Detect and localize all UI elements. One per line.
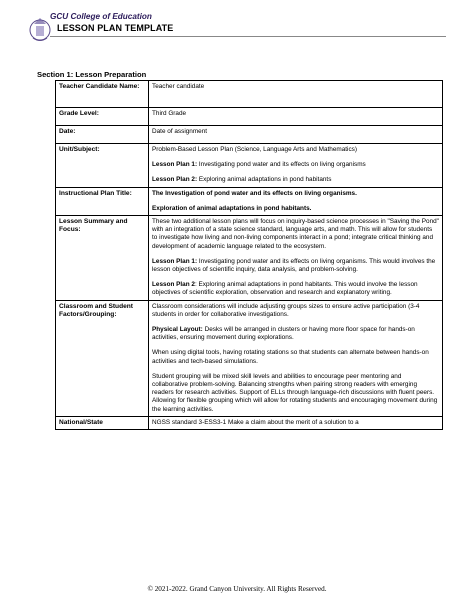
summary-value <box>149 216 443 301</box>
grade-value: Third Grade <box>149 108 443 126</box>
unit-lesson-2 <box>152 176 439 184</box>
unit-intro: Problem-Based Lesson Plan (Science, Language Arts and Mathematics) <box>152 146 357 153</box>
table-row <box>56 126 443 144</box>
header-rule <box>50 36 446 37</box>
summary-para-1: These two additional lesson plans will focus on inquiry-based science processes in "Saving the Pond" with an integration of a state science standard, language arts, and math. This will allow for students to investigate how living and non-living components interact in a pond; integrate critical thinking and development of academic language related to the ecosystem. <box>152 218 439 250</box>
classroom-para-3: When using digital tools, having rotating stations so that students can alternate between hands-on activities and tech-based simulations. <box>152 349 429 365</box>
table-row <box>56 216 443 301</box>
unit-label: Unit/Subject: <box>56 144 149 188</box>
summary-label: Lesson Summary and Focus: <box>56 216 149 301</box>
summary-lp2-label: Lesson Plan 2 <box>152 281 195 289</box>
summary-lp2-text: : Exploring animal adaptations in pond habitants. This would involve the lesson objectives of scientific exploration, observation and research and explanatory writing. <box>152 281 418 297</box>
table-row <box>56 144 443 188</box>
classroom-para-4: Student grouping will be mixed skill levels and abilities to encourage peer mentoring and collaborative problem-solving. Balancing strengths when pairing strong readers with emerging readers for research activities. Support of ELLs through language-rich discussions with fluent peers. Allowing for flexible grouping which will allow for rotating students and encouraging movement during the learning activities. <box>152 372 438 413</box>
unit-lp2-text: Exploring animal adaptations in pond habitants <box>197 176 332 184</box>
classroom-value <box>149 300 443 416</box>
table-row <box>56 300 443 416</box>
classroom-label: Classroom and Student Factors/Grouping: <box>56 300 149 416</box>
summary-lesson-2 <box>152 281 439 297</box>
grade-label: Grade Level: <box>56 108 149 126</box>
title-line-2: Exploration of animal adaptations in pond habitants. <box>152 204 312 212</box>
classroom-layout-text: Desks will be arranged in clusters or having more floor space for hands-on activities, ensuring movement during explorations. <box>152 326 415 342</box>
title-label: Instructional Plan Title: <box>56 187 149 215</box>
table-row <box>56 81 443 108</box>
section-title: Section 1: Lesson Preparation <box>37 70 147 79</box>
template-title: LESSON PLAN TEMPLATE <box>57 23 174 33</box>
summary-lp1-label: Lesson Plan 1: <box>152 257 198 265</box>
unit-lesson-1 <box>152 161 439 169</box>
lesson-prep-table <box>55 80 443 430</box>
date-value: Date of assignment <box>149 126 443 144</box>
college-name: GCU College of Education <box>50 12 152 21</box>
copyright-footer: © 2021-2022. Grand Canyon University. All Rights Reserved. <box>147 585 327 593</box>
unit-lp1-text: Investigating pond water and its effects on living organisms <box>197 161 366 169</box>
candidate-value: Teacher candidate <box>149 81 443 108</box>
candidate-label: Teacher Candidate Name: <box>56 81 149 108</box>
unit-lp1-label: Lesson Plan 1: <box>152 161 198 169</box>
national-label: National/State <box>56 416 149 429</box>
summary-lp1-text: Investigating pond water and its effects on living organisms. This would involves the lesson objectives of scientific inquiry, data analysis, and problem-solving. <box>152 257 436 274</box>
national-value: NGSS standard 3-ESS3-1 Make a claim about the merit of a solution to a <box>149 416 443 429</box>
document-header <box>28 12 446 52</box>
unit-value <box>149 144 443 188</box>
unit-lp2-label: Lesson Plan 2: <box>152 176 198 184</box>
title-value <box>149 187 443 215</box>
title-line-1: The Investigation of pond water and its effects on living organisms. <box>152 189 357 197</box>
date-label: Date: <box>56 126 149 144</box>
classroom-layout-label: Physical Layout: <box>152 326 203 334</box>
table-row <box>56 108 443 126</box>
table-row <box>56 187 443 215</box>
classroom-layout <box>152 326 439 342</box>
classroom-para-1: Classroom considerations will include adjusting groups sizes to ensure active participation (3-4 students in order for collaborative investigations. <box>152 302 420 318</box>
table-row <box>56 416 443 429</box>
summary-lesson-1 <box>152 258 439 274</box>
